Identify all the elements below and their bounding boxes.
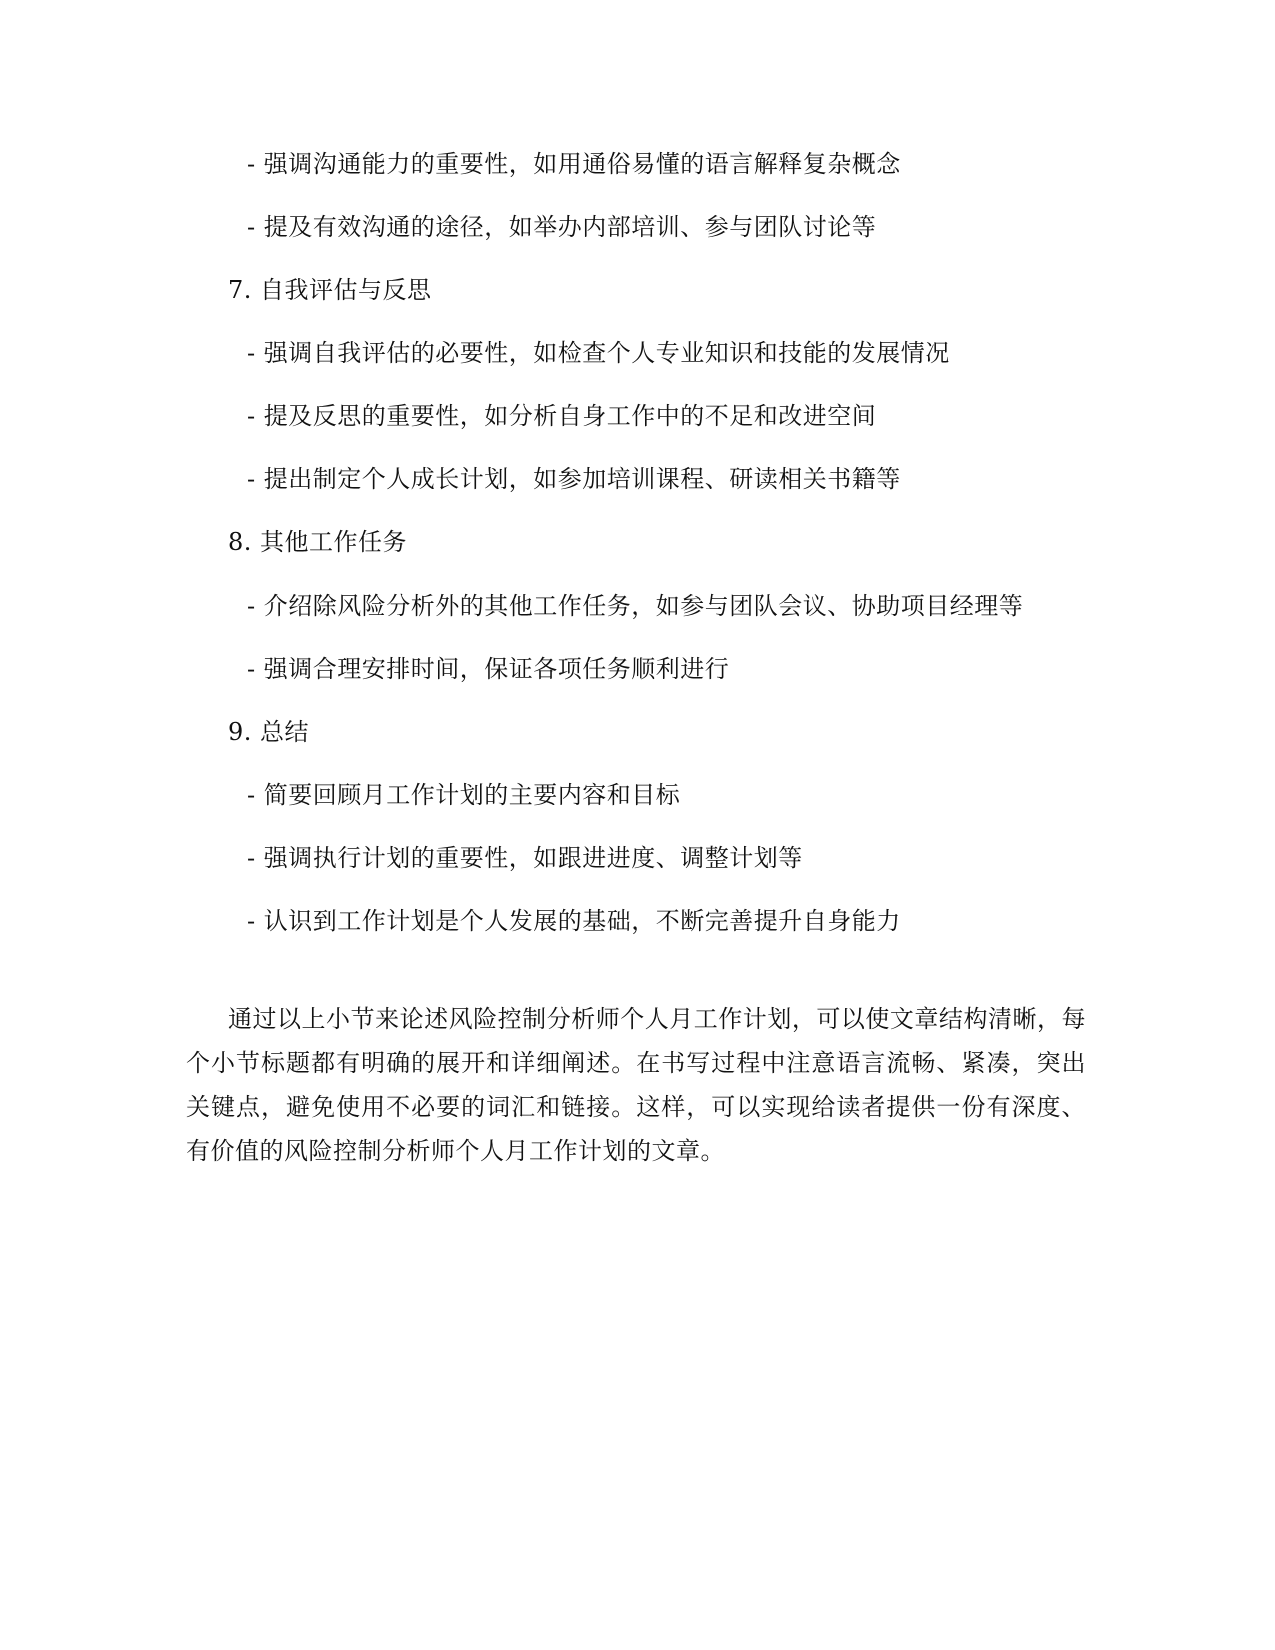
bullet-item: - 介绍除风险分析外的其他工作任务，如参与团队会议、协助项目经理等	[247, 592, 1024, 620]
bullet-item: - 提及反思的重要性，如分析自身工作中的不足和改进空间	[247, 402, 877, 430]
section-heading: 9. 总结	[228, 718, 310, 746]
bullet-item: - 强调合理安排时间，保证各项任务顺利进行	[247, 655, 730, 683]
section-heading: 7. 自我评估与反思	[228, 276, 432, 304]
bullet-item: - 强调执行计划的重要性，如跟进进度、调整计划等	[247, 844, 803, 872]
bullet-item: - 认识到工作计划是个人发展的基础，不断完善提升自身能力	[247, 907, 901, 935]
bullet-item: - 强调自我评估的必要性，如检查个人专业知识和技能的发展情况	[247, 339, 950, 367]
bullet-item: - 提出制定个人成长计划，如参加培训课程、研读相关书籍等	[247, 465, 901, 493]
bullet-item: - 强调沟通能力的重要性，如用通俗易懂的语言解释复杂概念	[247, 150, 901, 178]
section-heading: 8. 其他工作任务	[228, 528, 408, 556]
bullet-item: - 简要回顾月工作计划的主要内容和目标	[247, 781, 681, 809]
bullet-item: - 提及有效沟通的途径，如举办内部培训、参与团队讨论等	[247, 213, 877, 241]
closing-paragraph: 通过以上小节来论述风险控制分析师个人月工作计划，可以使文章结构清晰，每个小节标题都有明确的展开和详细阐述。在书写过程中注意语言流畅、紧凑，突出关键点，避免使用不必要的词汇和链接。这样，可以实现给读者提供一份有深度、有价值的风险控制分析师个人月工作计划的文章。	[186, 1005, 1086, 1165]
